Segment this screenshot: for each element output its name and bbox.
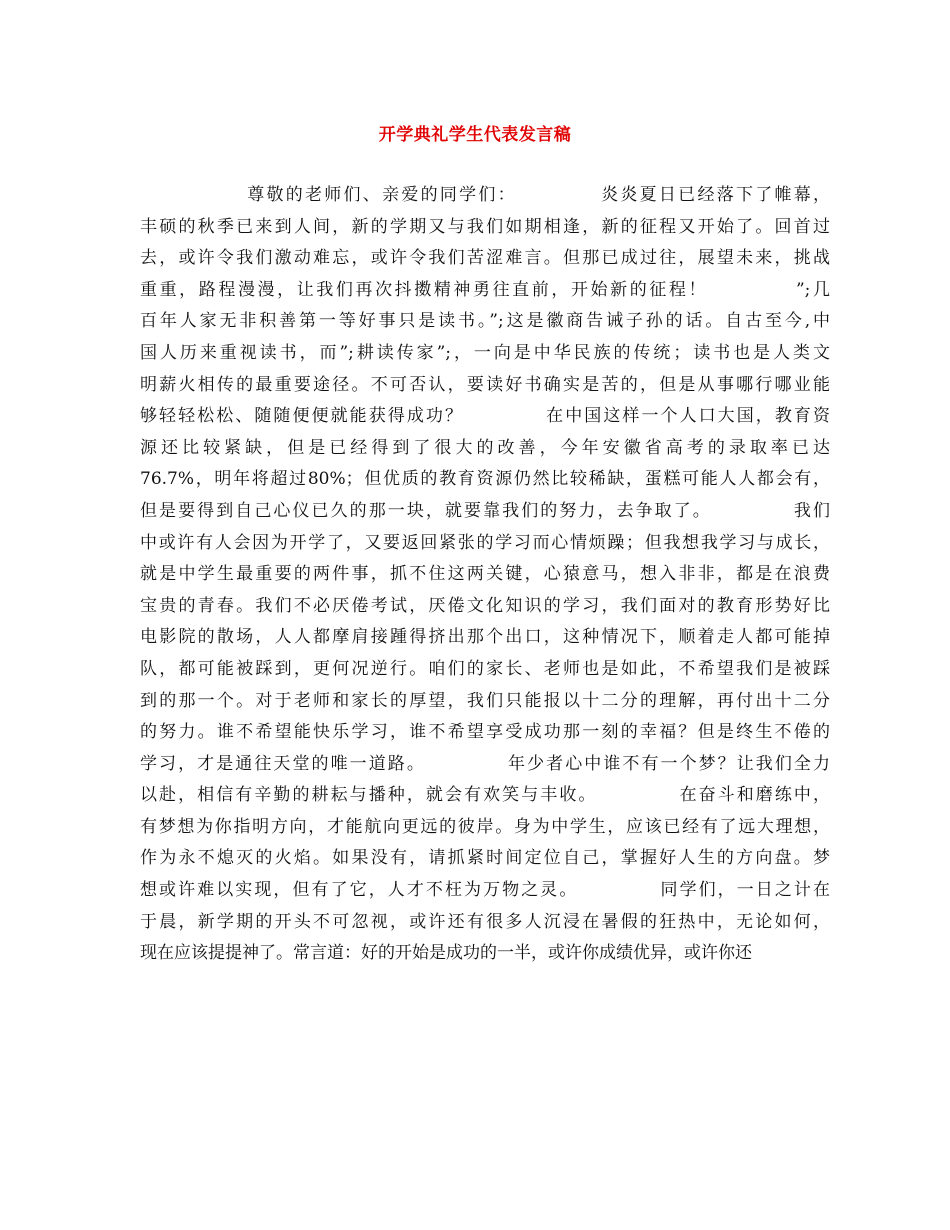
body-line: 76.7%，明年将超过80%；但优质的教育资源仍然比较稀缺，蛋糕可能人人都会有， [140,469,830,490]
body-line: 作为永不熄灭的火焰。如果没有，请抓紧时间定位自己，掌握好人生的方向盘。梦 [140,848,830,869]
body-line: 想或许难以实现，但有了它，人才不枉为万物之灵。 同学们，一日之计在 [140,880,830,901]
body-line: 队，都可能被踩到，更何况逆行。咱们的家长、老师也是如此，不希望我们是被踩 [140,658,830,679]
body-line: 于晨，新学期的开头不可忽视，或许还有很多人沉浸在暑假的狂热中，无论如何， [140,911,830,932]
body-line: 去，或许令我们激动难忘，或许令我们苦涩难言。但那已成过往，展望未来，挑战 [140,248,830,269]
body-line: 到的那一个。对于老师和家长的厚望，我们只能报以十二分的理解，再付出十二分 [140,690,830,711]
body-line: 够轻轻松松、随随便便就能获得成功？ 在中国这样一个人口大国，教育资 [140,406,830,427]
body-line: 宝贵的青春。我们不必厌倦考试，厌倦文化知识的学习，我们面对的教育形势好比 [140,595,830,616]
body-line: 百年人家无非积善第一等好事只是读书。”;这是徽商告诫子孙的话。自古至今,中 [140,311,830,332]
body-line: 就是中学生最重要的两件事，抓不住这两关键，心猿意马，想入非非，都是在浪费 [140,564,830,585]
body-line: 尊敬的老师们、亲爱的同学们： 炎炎夏日已经落下了帷幕， [140,185,830,205]
body-line: 电影院的散场，人人都摩肩接踵得挤出那个出口，这种情况下，顺着走人都可能掉 [140,627,830,648]
body-line: 源还比较紧缺，但是已经得到了很大的改善，今年安徽省高考的录取率已达 [140,437,830,458]
body-line: 现在应该提提神了。常言道：好的开始是成功的一半，或许你成绩优异，或许你还 [140,943,752,964]
body-line: 学习，才是通往天堂的唯一道路。 年少者心中谁不有一个梦？让我们全力 [140,753,830,774]
body-line: 明薪火相传的最重要途径。不可否认，要读好书确实是苦的，但是从事哪行哪业能 [140,374,830,395]
document-body [140,180,830,970]
body-line: 但是要得到自己心仪已久的那一块，就要靠我们的努力，去争取了。 我们 [140,500,830,521]
body-line: 以赴，相信有辛勤的耕耘与播种，就会有欢笑与丰收。 在奋斗和磨练中， [140,785,830,806]
body-line: 丰硕的秋季已来到人间，新的学期又与我们如期相逢，新的征程又开始了。回首过 [140,216,830,237]
document-title: 开学典礼学生代表发言稿 [378,125,572,145]
body-line: 有梦想为你指明方向，才能航向更远的彼岸。身为中学生，应该已经有了远大理想， [140,816,830,837]
body-line: 的努力。谁不希望能快乐学习，谁不希望享受成功那一刻的幸福？但是终生不倦的 [140,722,830,743]
body-line: 国人历来重视读书，而”;耕读传家”;，一向是中华民族的传统；读书也是人类文 [140,342,830,363]
body-line: 中或许有人会因为开学了，又要返回紧张的学习而心情烦躁；但我想我学习与成长， [140,532,830,553]
body-line: 重重，路程漫漫，让我们再次抖擞精神勇往直前，开始新的征程！ ”;几 [140,279,830,300]
